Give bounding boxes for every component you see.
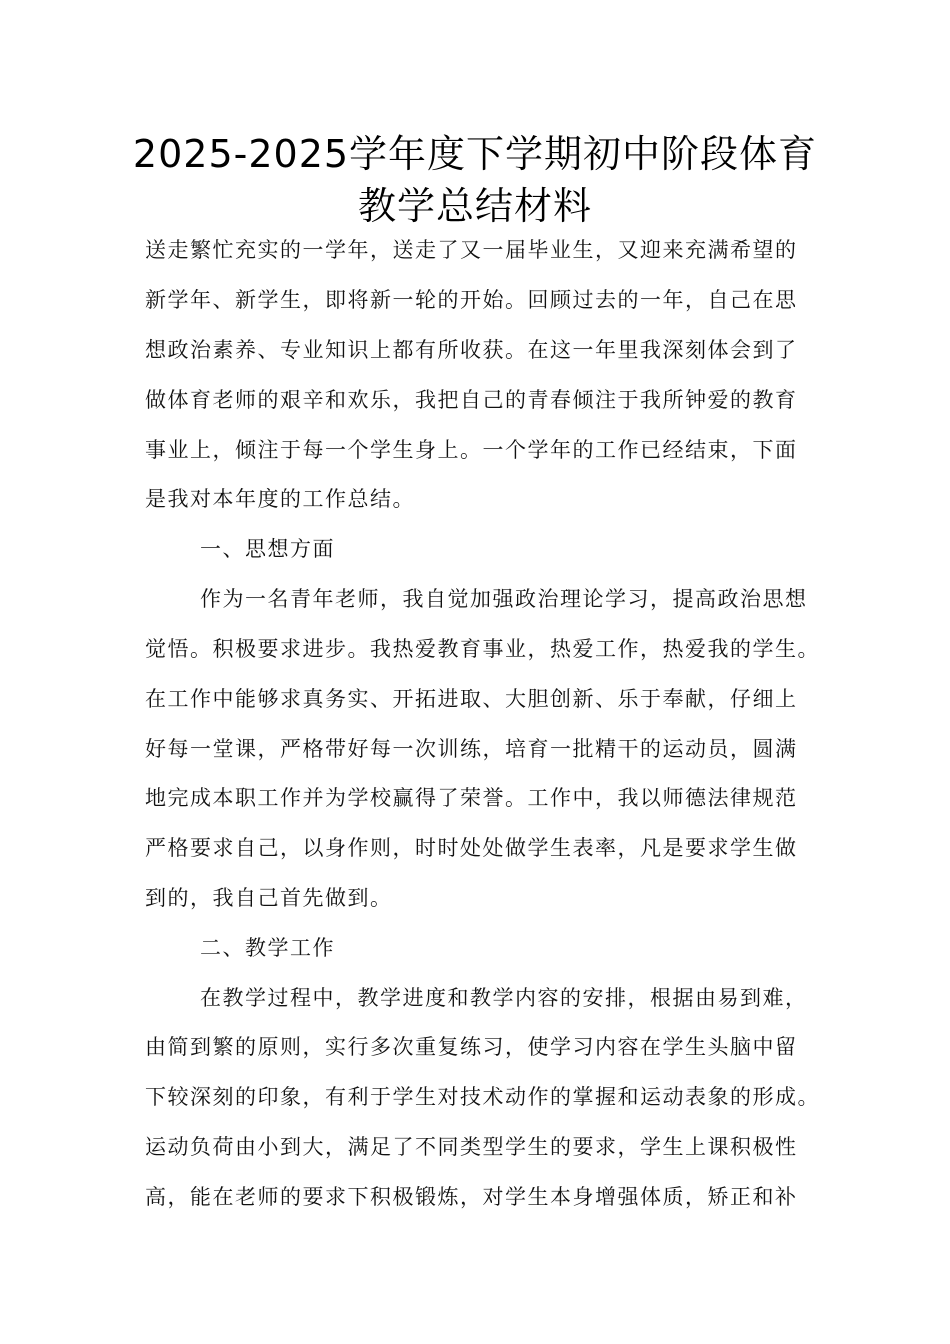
body-text-line: 作为一名青年老师，我自觉加强政治理论学习，提高政治思想 bbox=[200, 587, 808, 611]
body-text-line: 由简到繁的原则，实行多次重复练习，使学习内容在学生头脑中留 bbox=[145, 1035, 798, 1059]
document-title-line-1: 2025-2025学年度下学期初中阶段体育 bbox=[132, 132, 818, 176]
body-text-line: 是我对本年度的工作总结。 bbox=[145, 487, 415, 511]
body-text-line: 到的，我自己首先做到。 bbox=[145, 886, 393, 910]
body-text-line: 严格要求自己，以身作则，时时处处做学生表率，凡是要求学生做 bbox=[145, 836, 798, 860]
body-text-line: 事业上，倾注于每一个学生身上。一个学年的工作已经结束，下面 bbox=[145, 438, 798, 462]
section-heading-thought: 一、思想方面 bbox=[200, 537, 335, 561]
body-text-line: 高，能在老师的要求下积极锻炼，对学生本身增强体质，矫正和补 bbox=[145, 1185, 798, 1209]
body-text-line: 想政治素养、专业知识上都有所收获。在这一年里我深刻体会到了 bbox=[145, 338, 798, 362]
body-text-line: 做体育老师的艰辛和欢乐，我把自己的青春倾注于我所钟爱的教育 bbox=[145, 388, 798, 412]
body-text-line: 在教学过程中，教学进度和教学内容的安排，根据由易到难， bbox=[200, 986, 808, 1010]
body-text-line: 地完成本职工作并为学校赢得了荣誉。工作中，我以师德法律规范 bbox=[145, 786, 798, 810]
body-text-line: 下较深刻的印象，有利于学生对技术动作的掌握和运动表象的形成。 bbox=[145, 1085, 820, 1109]
document-title-line-2: 教学总结材料 bbox=[357, 184, 592, 228]
body-text-line: 在工作中能够求真务实、开拓进取、大胆创新、乐于奉献，仔细上 bbox=[145, 687, 798, 711]
body-text-line: 运动负荷由小到大，满足了不同类型学生的要求，学生上课积极性 bbox=[145, 1135, 798, 1159]
body-text-line: 好每一堂课，严格带好每一次训练，培育一批精干的运动员，圆满 bbox=[145, 737, 798, 761]
body-text-line: 送走繁忙充实的一学年，送走了又一届毕业生，又迎来充满希望的 bbox=[145, 238, 798, 262]
body-text-line: 新学年、新学生，即将新一轮的开始。回顾过去的一年，自己在思 bbox=[145, 288, 798, 312]
body-text-line: 觉悟。积极要求进步。我热爱教育事业，热爱工作，热爱我的学生。 bbox=[145, 637, 820, 661]
section-heading-teaching: 二、教学工作 bbox=[200, 936, 335, 960]
